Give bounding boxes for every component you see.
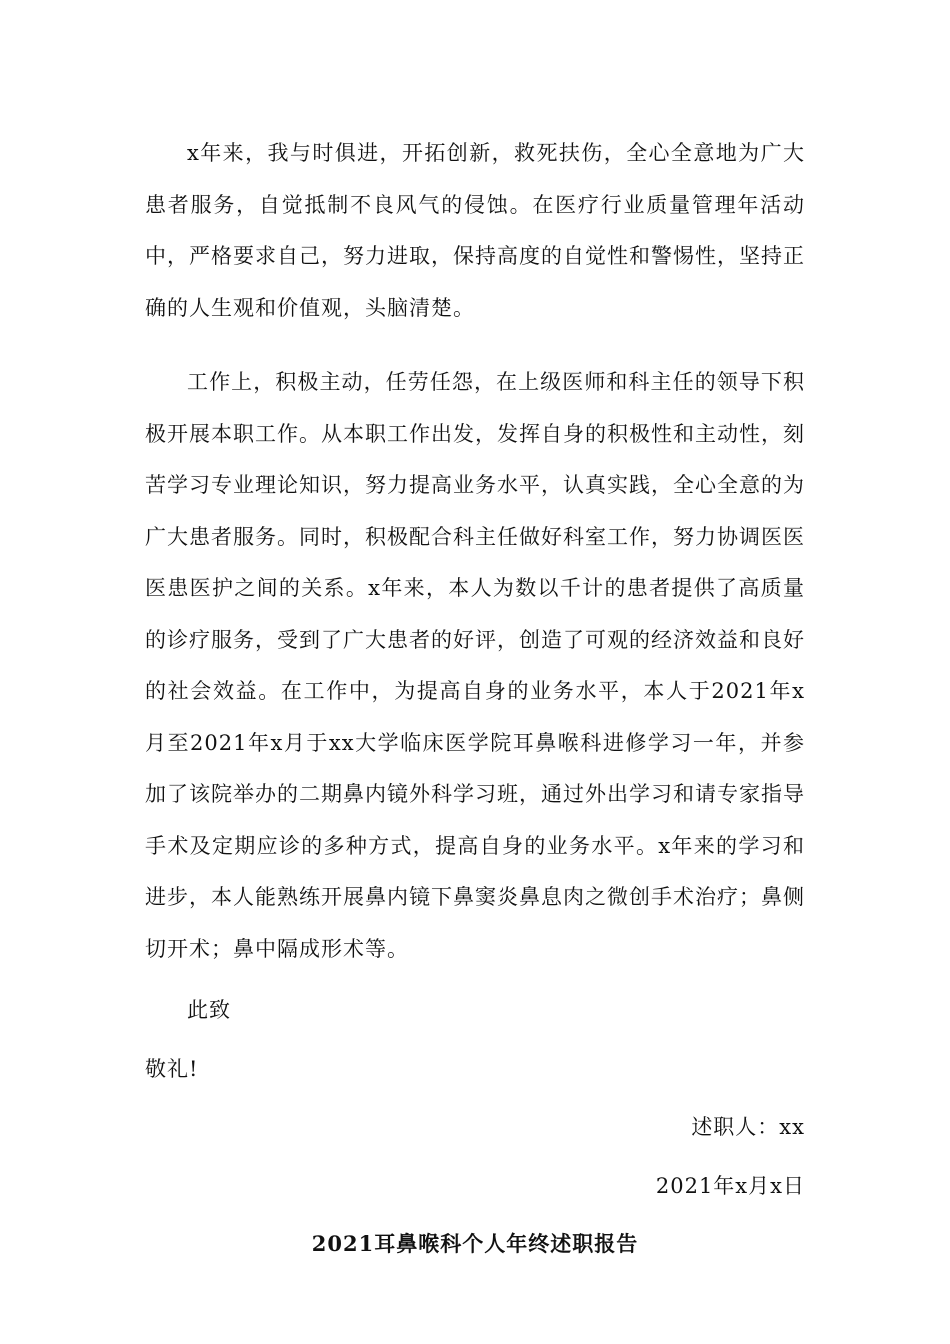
paragraph-1: x年来，我与时俱进，开拓创新，救死扶伤，全心全意地为广大患者服务，自觉抵制不良风气的侵蚀。在医疗行业质量管理年活动中，严格要求自己，努力进取，保持高度的自觉性和警惕性，坚持正确的人生观和价值观，头脑清楚。 <box>145 141 805 320</box>
signature: 述职人：xx <box>691 1115 805 1139</box>
paragraph-2: 工作上，积极主动，任劳任怨，在上级医师和科主任的领导下积极开展本职工作。从本职工作出发，发挥自身的积极性和主动性，刻苦学习专业理论知识，努力提高业务水平，认真实践，全心全意的为广大患者服务。同时，积极配合科主任做好科室工作，努力协调医医医患医护之间的关系。x年来，本人为数以千计的患者提供了高质量的诊疗服务，受到了广大患者的好评，创造了可观的经济效益和良好的社会效益。在工作中，为提高自身的业务水平，本人于2021年x月至2021年x月于xx大学临床医学院耳鼻喉科进修学习一年，并参加了该院举办的二期鼻内镜外科学习班，通过外出学习和请专家指导手术及定期应诊的多种方式，提高自身的业务水平。x年来的学习和进步，本人能熟练开展鼻内镜下鼻窦炎鼻息肉之微创手术治疗；鼻侧切开术；鼻中隔成形术等。 <box>145 370 805 961</box>
closing-respect: 敬礼! <box>145 1056 199 1081</box>
document-body <box>145 128 805 1270</box>
closing-salute: 此致 <box>187 998 231 1022</box>
date: 2021年x月x日 <box>655 1173 805 1198</box>
next-document-title: 2021耳鼻喉科个人年终述职报告 <box>311 1231 639 1256</box>
